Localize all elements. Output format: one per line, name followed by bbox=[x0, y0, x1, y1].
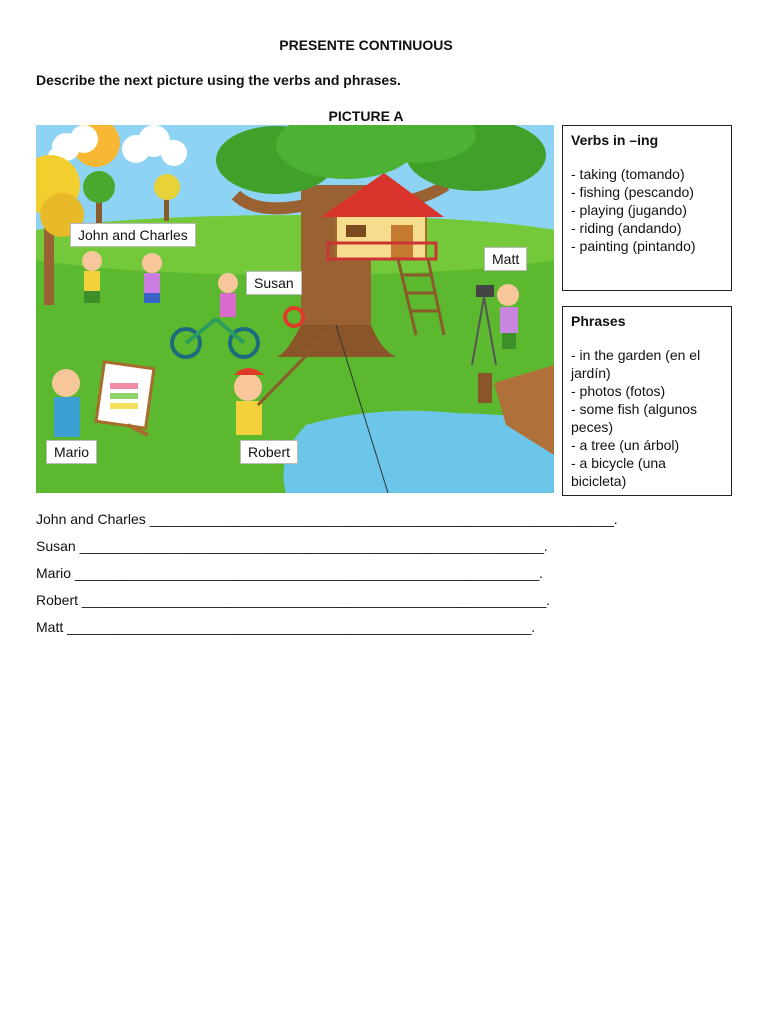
answer-row bbox=[36, 619, 535, 635]
answer-name: Matt bbox=[36, 619, 64, 635]
phrase-item: - a tree (un árbol) bbox=[571, 437, 680, 453]
verb-item: - taking (tomando) bbox=[571, 166, 685, 182]
answer-blank[interactable]: ______________________________________________________________. bbox=[74, 565, 543, 581]
verb-item: - riding (andando) bbox=[571, 220, 682, 236]
phrase-item: - some fish (algunos peces) bbox=[571, 401, 698, 435]
picture-title: PICTURE A bbox=[328, 108, 404, 124]
phrases-box-title: Phrases bbox=[571, 313, 626, 329]
verb-item: - playing (jugando) bbox=[571, 202, 687, 218]
answer-blank[interactable]: ______________________________________________________________. bbox=[67, 619, 535, 635]
label-matt: Matt bbox=[484, 247, 527, 271]
answer-name: Robert bbox=[36, 592, 79, 608]
verb-item: - painting (pintando) bbox=[571, 238, 696, 254]
answer-blank[interactable]: ______________________________________________________________. bbox=[79, 538, 548, 554]
verbs-box-title: Verbs in –ing bbox=[571, 132, 659, 148]
answer-blank[interactable]: ______________________________________________________________. bbox=[81, 592, 550, 608]
label-john-and-charles: John and Charles bbox=[70, 223, 196, 247]
phrase-item: - a bicycle (una bicicleta) bbox=[571, 455, 666, 489]
label-mario: Mario bbox=[46, 440, 97, 464]
answer-name: Susan bbox=[36, 538, 76, 554]
park-illustration bbox=[36, 125, 554, 493]
park-scene-drawing bbox=[36, 125, 554, 493]
answer-blank[interactable]: ______________________________________________________________. bbox=[149, 511, 618, 527]
label-robert: Robert bbox=[240, 440, 298, 464]
answer-row bbox=[36, 538, 547, 554]
instructions: Describe the next picture using the verbs and phrases. bbox=[36, 72, 401, 88]
label-susan: Susan bbox=[246, 271, 302, 295]
page-title: PRESENTE CONTINUOUS bbox=[279, 37, 453, 53]
phrases-box bbox=[562, 306, 732, 496]
phrase-item: - in the garden (en el jardín) bbox=[571, 347, 701, 381]
verb-item: - fishing (pescando) bbox=[571, 184, 694, 200]
verbs-box bbox=[562, 125, 732, 291]
answer-row bbox=[36, 565, 543, 581]
answer-row bbox=[36, 592, 550, 608]
answer-name: John and Charles bbox=[36, 511, 146, 527]
phrase-item: - photos (fotos) bbox=[571, 383, 666, 399]
answer-row bbox=[36, 511, 617, 527]
answer-name: Mario bbox=[36, 565, 72, 581]
